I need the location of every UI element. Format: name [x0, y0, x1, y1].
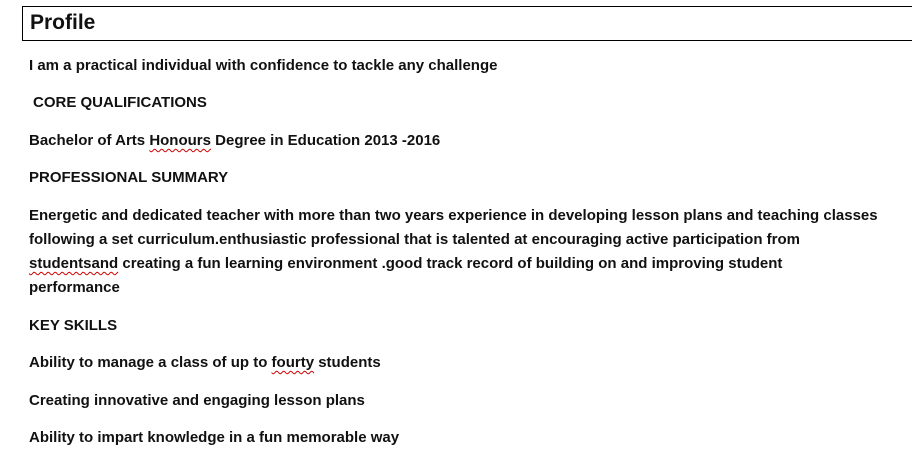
core-qualifications-heading: CORE QUALIFICATIONS	[33, 94, 207, 111]
spelling-flag-fourty[interactable]: fourty	[271, 354, 315, 371]
key-skills-heading: KEY SKILLS	[29, 317, 118, 334]
summary-line-4: performance	[29, 279, 120, 296]
skill-item-2: Creating innovative and engaging lesson plans	[29, 392, 365, 409]
profile-heading: Profile	[30, 11, 96, 34]
profile-heading-box	[22, 6, 912, 41]
skill-1-suffix: students	[314, 354, 381, 371]
degree-line	[29, 129, 440, 153]
skill-1-prefix: Ability to manage a class of up to	[29, 354, 272, 371]
summary-line-3-rest: creating a fun learning environment .good track record of building on and improving student	[118, 255, 783, 272]
summary-line-1: Energetic and dedicated teacher with more than two years experience in developing lesson plans and teaching classes	[29, 207, 878, 224]
skill-item-1	[29, 351, 381, 375]
spelling-flag-studentsand[interactable]: studentsand	[29, 255, 119, 272]
degree-prefix: Bachelor of Arts	[29, 132, 150, 149]
summary-line-3	[29, 252, 912, 276]
degree-suffix: Degree in Education 2013 -2016	[210, 132, 441, 149]
professional-summary-paragraph	[29, 204, 912, 300]
summary-line-2: following a set curriculum.enthusiastic professional that is talented at encouraging active participation from	[29, 231, 800, 248]
intro-text: I am a practical individual with confidence to tackle any challenge	[29, 57, 498, 74]
professional-summary-heading: PROFESSIONAL SUMMARY	[29, 169, 229, 186]
skill-item-3: Ability to impart knowledge in a fun memorable way	[29, 429, 400, 446]
spelling-flag-honours[interactable]: Honours	[149, 132, 211, 149]
